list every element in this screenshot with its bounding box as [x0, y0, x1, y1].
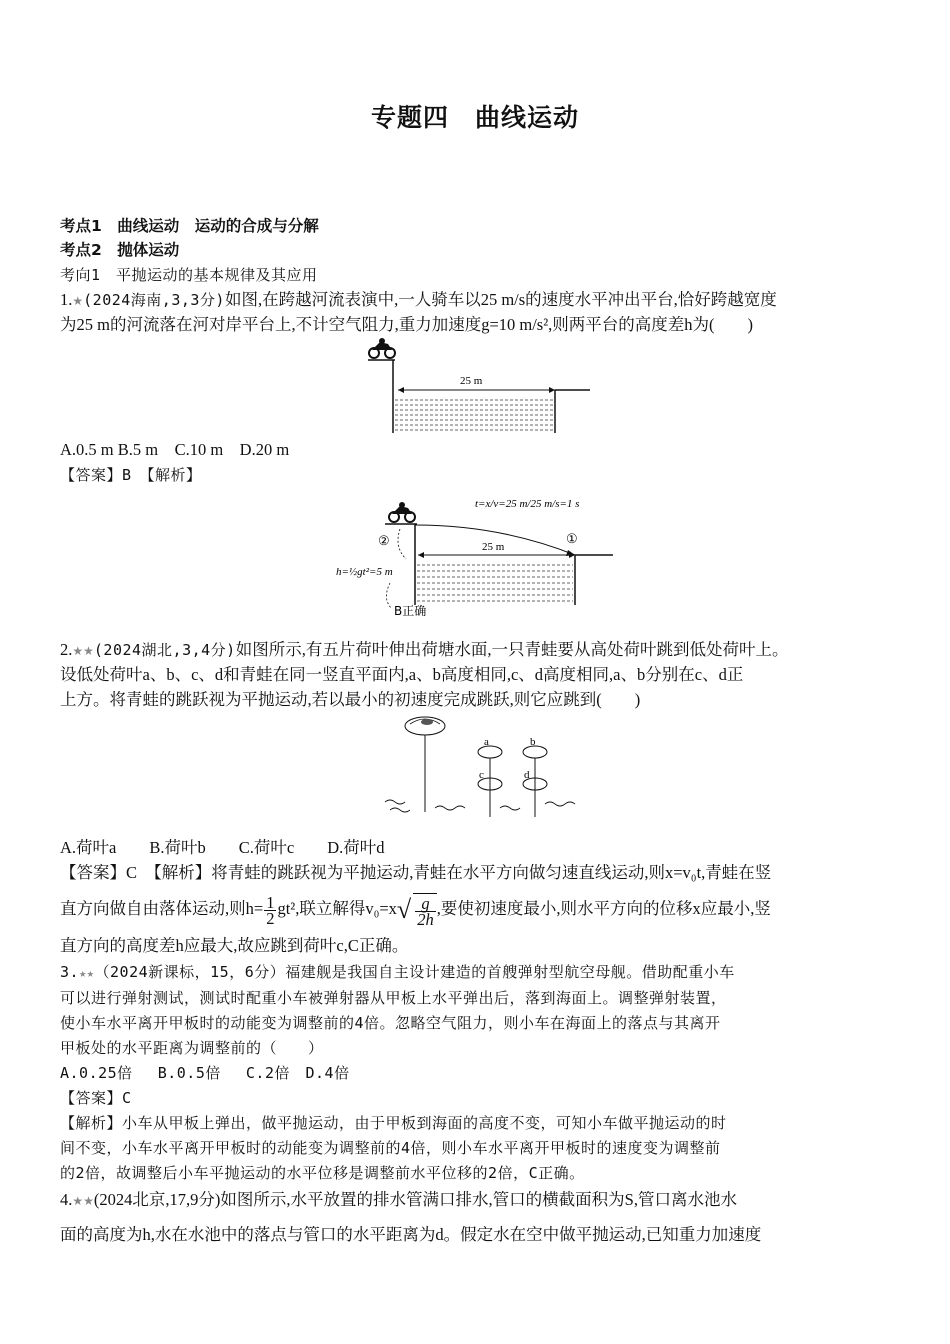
- q2-label-b: b: [530, 736, 536, 748]
- q2-ans-text-1: 直方向做自由落体运动,则h=: [60, 899, 264, 918]
- lily-pad-icon: [478, 746, 547, 790]
- q1-line-1: [60, 288, 895, 313]
- q2-line-3: 上方。将青蛙的跳跃视为平抛运动,若以最小的初速度完成跳跃,则它应跳到( ): [60, 690, 641, 709]
- q4-line-2: 面的高度为h,水在水池中的落点与管口的水平距离为d。假定水在空中做平抛运动,已知重力加速度: [60, 1225, 762, 1244]
- q2-text-1: 如图所示,有五片荷叶伸出荷塘水面,一只青蛙要从高处荷叶跳到低处荷叶上。: [235, 640, 789, 659]
- q2-source: (2024湖北,3,4分): [93, 641, 236, 659]
- q2-answer-line-2: [60, 892, 895, 930]
- q2-ans-text-3: ,要使初速度最小,则水平方向的位移x应最小,竖: [436, 899, 771, 918]
- q3-options: A.0.25倍 B.0.5倍 C.2倍 D.4倍: [60, 1064, 350, 1082]
- q1-number: 1.: [60, 290, 73, 309]
- page-title: 专题四 曲线运动: [370, 103, 579, 132]
- frog-lily-pad-icon: [405, 717, 445, 735]
- subsection-heading: 考向1 平抛运动的基本规律及其应用: [60, 266, 318, 284]
- star-icon: ★★: [72, 644, 94, 658]
- q3-line-3: 使小车水平离开甲板时的动能变为调整前的4倍。忽略空气阻力，则小车在海面上的落点与其离开: [60, 1014, 721, 1032]
- q1-source: (2024海南,3,3分): [83, 291, 225, 309]
- star-icon: ★★: [79, 966, 95, 980]
- star-icon: ★★: [72, 1194, 94, 1208]
- q2-answer-line-3: 直方向的高度差h应最大,故应跳到荷叶c,C正确。: [60, 936, 409, 955]
- fraction-g-over-2h: [415, 894, 436, 930]
- q1-sol-circle-2: ②: [378, 533, 390, 548]
- q1-sol-b: B正确: [394, 604, 427, 618]
- q3-explanation-2: 间不变，小车水平离开甲板时的动能变为调整前的4倍，则小车水平离开甲板时的速度变为调整前: [60, 1139, 721, 1157]
- q2-options: A.荷叶a B.荷叶b C.荷叶c D.荷叶d: [60, 838, 385, 857]
- q2-line-1: [60, 638, 895, 663]
- frac-numerator: 1: [266, 892, 275, 912]
- q1-figure: [360, 338, 600, 438]
- motorcycle-icon: [369, 338, 395, 358]
- q1-sol-width: 25 m: [482, 541, 505, 553]
- q1-sol-h: h=½gt²=5 m: [336, 566, 393, 578]
- section-heading-2: 考点2 抛体运动: [60, 241, 180, 259]
- q1-text-1: 如图,在跨越河流表演中,一人骑车以25 m/s的速度水平冲出平台,恰好跨越宽度: [224, 290, 777, 309]
- sqrt-icon: √: [396, 895, 412, 925]
- star-icon: ★: [72, 294, 84, 308]
- q3-line-1: [60, 960, 895, 985]
- q3-line-4: 甲板处的水平距离为调整前的（ ）: [60, 1039, 324, 1057]
- q2-ans-text-2: gt²,联立解得v₀=x: [277, 899, 397, 918]
- q3-answer: 【答案】C: [60, 1089, 132, 1107]
- sqrt-radicand: [413, 893, 437, 930]
- q2-figure: [380, 712, 580, 824]
- q3-line-2: 可以进行弹射测试，测试时配重小车被弹射器从甲板上水平弹出后，落到海面上。调整弹射装置，: [60, 989, 727, 1007]
- q1-options: A.0.5 m B.5 m C.10 m D.20 m: [60, 440, 290, 459]
- q4-source: (2024北京,17,9分): [93, 1190, 221, 1209]
- q1-answer: 【答案】B 【解析】: [60, 466, 202, 484]
- q2-label-c: c: [479, 769, 484, 781]
- q1-sol-circle-1: ①: [566, 531, 578, 546]
- q3-explanation-1: 【解析】小车从甲板上弹出，做平抛运动，由于甲板到海面的高度不变，可知小车做平抛运动的时: [60, 1114, 727, 1132]
- q2-label-a: a: [484, 736, 489, 748]
- q3-source: （2024新课标，15，6分）: [94, 963, 286, 981]
- q2-label-d: d: [524, 769, 530, 781]
- q1-sol-time: t=x/v=25 m/25 m/s=1 s: [475, 498, 580, 510]
- frac-denominator: 2h: [417, 910, 434, 930]
- q2-line-2: 设低处荷叶a、b、c、d和青蛙在同一竖直平面内,a、b高度相同,c、d高度相同,a、b分别在c、d正: [60, 665, 744, 684]
- q4-line-1: [60, 1188, 895, 1213]
- q1-solution-figure: [330, 487, 620, 622]
- q2-number: 2.: [60, 640, 73, 659]
- q3-explanation-3: 的2倍，故调整后小车平抛运动的水平位移是调整前水平位移的2倍，C正确。: [60, 1164, 585, 1182]
- frac-denominator: 2: [266, 908, 275, 928]
- q3-text-1: 福建舰是我国自主设计建造的首艘弹射型航空母舰。借助配重小车: [285, 963, 735, 981]
- q4-text-1: 如图所示,水平放置的排水管满口排水,管口的横截面积为S,管口离水池水: [220, 1190, 737, 1209]
- section-heading-1: 考点1 曲线运动 运动的合成与分解: [60, 217, 319, 235]
- frac-numerator: g: [415, 896, 436, 912]
- q1-fig-width-label: 25 m: [460, 375, 483, 387]
- q3-number: 3.: [60, 963, 80, 981]
- fraction-half: [264, 892, 276, 928]
- q2-answer-line-1: 【答案】C 【解析】将青蛙的跳跃视为平抛运动,青蛙在水平方向做匀速直线运动,则x=v₀t,青蛙在竖: [60, 863, 772, 882]
- motorcycle-icon: [389, 502, 415, 522]
- q1-line-2: 为25 m的河流落在河对岸平台上,不计空气阻力,重力加速度g=10 m/s²,则两平台的高度差h为( ): [60, 315, 754, 334]
- q4-number: 4.: [60, 1190, 73, 1209]
